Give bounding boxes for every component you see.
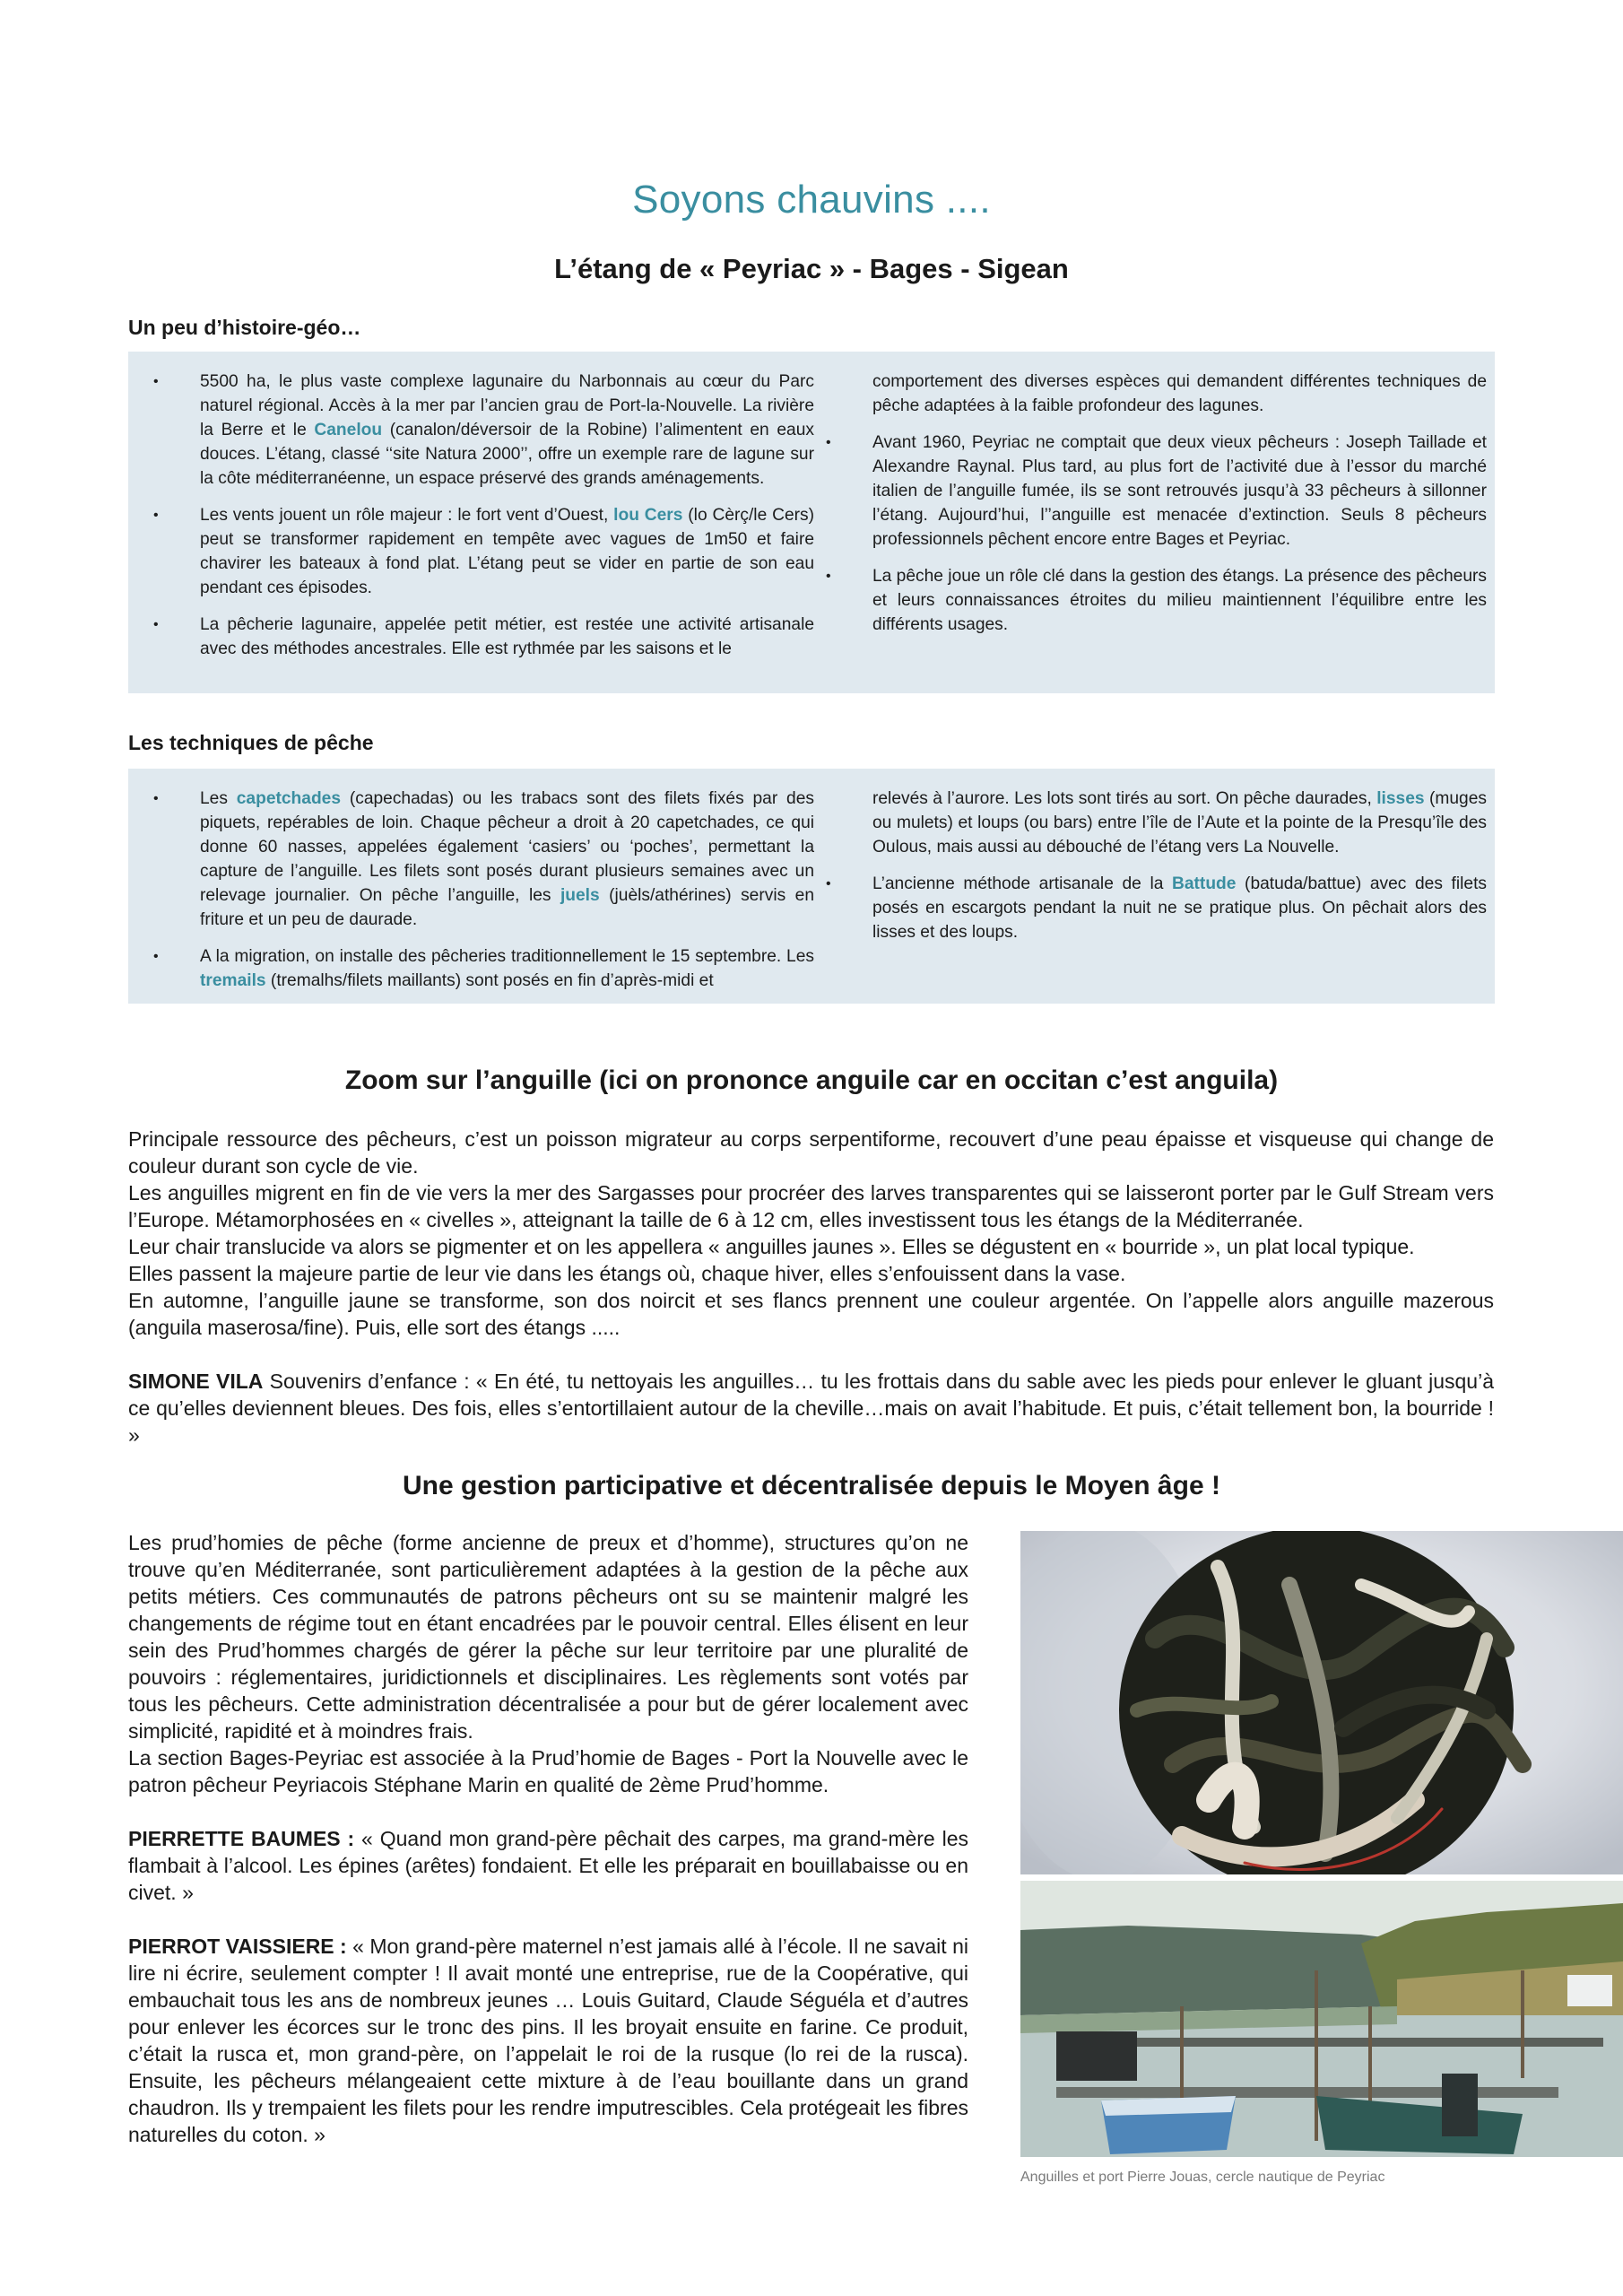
photo-port-pierre-jouas	[1020, 1881, 1623, 2157]
histoire-item-continuation: comportement des diverses espèces qui demandent différentes techniques de pêche adaptées à la faible profondeur des lagunes.	[872, 372, 1487, 415]
histoire-item: • Les vents jouent un rôle majeur : le fort vent d’Ouest, lou Cers (lo Cèrç/le Cers) peut se transformer rapidement en tempête avec vagues de 1m50 et faire chavirer les bateaux à fond plat. L’étang peut se vider en partie de son eau pendant ces épisodes.	[146, 503, 814, 600]
photo-eels-bucket	[1020, 1531, 1623, 1874]
term-lou-cers: lou Cers	[613, 506, 683, 525]
anguille-text	[128, 1126, 1494, 1448]
histoire-item: • La pêche joue un rôle clé dans la gestion des étangs. La présence des pêcheurs et leurs connaissances étroites du milieu maintiennent l’équilibre entre les différents usages.	[819, 564, 1487, 637]
technique-item: • Les capetchades (capechadas) ou les trabacs sont des filets fixés par des piquets, repérables de loin. Chaque pêcheur a droit à 20 capetchades, ce qui donne 60 nasses, appelées également ‘casiers’ ou ‘poches’, permettant la capture de l’anguille. Les filets sont posés durant plusieurs semaines avec un relevage journalier. On pêche l’anguille, les juels (juèls/athérines) servis en friture et un peu de daurade.	[146, 787, 814, 932]
technique-item: • A la migration, on installe des pêcheries traditionnellement le 15 septembre. Les tremails (tremalhs/filets maillants) sont posés en fin d’après-midi et	[146, 944, 814, 993]
anguille-paragraph: En automne, l’anguille jaune se transforme, son dos noircit et ses flancs prennent une couleur argentée. On l’appelle alors anguille mazerous (anguila maserosa/fine). Puis, elle sort des étangs .....	[128, 1289, 1494, 1339]
testimony-pierrette-baumes: PIERRETTE BAUMES : « Quand mon grand-père pêchait des carpes, ma grand-mère les flambait à l’alcool. Les épines (arêtes) fondaient. Et elle les préparait en bouillabaisse ou en civet. »	[128, 1827, 969, 1904]
histoire-heading: Un peu d’histoire-géo…	[128, 316, 361, 339]
gestion-text	[128, 1529, 968, 2148]
anguille-paragraph: Principale ressource des pêcheurs, c’est un poisson migrateur au corps serpentiforme, recouvert d’une peau épaisse et visqueuse qui change de couleur durant son cycle de vie.	[128, 1127, 1494, 1178]
testimony-speaker: PIERRETTE BAUMES :	[128, 1827, 355, 1850]
term-canelou: Canelou	[314, 421, 383, 439]
term-capetchades: capetchades	[236, 789, 342, 808]
page-subtitle: L’étang de « Peyriac » - Bages - Sigean	[554, 253, 1069, 284]
testimony-simone-vila: SIMONE VILA Souvenirs d’enfance : « En été, tu nettoyais les anguilles… tu les frottais dans du sable avec les pieds pour enlever le gluant jusqu’à ce qu’elles deviennent bleues. Des fois, elles s’entortillaient autour de la cheville…mais on avait l’habitude. Et puis, c’était tellement bon, la bourride ! »	[128, 1370, 1495, 1447]
page-title: Soyons chauvins ....	[632, 178, 991, 222]
photo-caption: Anguilles et port Pierre Jouas, cercle nautique de Peyriac	[1020, 2170, 1385, 2185]
term-juels: juels	[560, 886, 600, 905]
techniques-heading: Les techniques de pêche	[128, 731, 374, 754]
histoire-item: • Avant 1960, Peyriac ne comptait que deux vieux pêcheurs : Joseph Taillade et Alexandre Raynal. Plus tard, au plus fort de l’activité due à l’essor du marché italien de l’anguille fumée, ils se sont retrouvés jusqu’à 33 pêcheurs à sillonner l’étang. Aujourd’hui, l’’anguille est menacée d’extinction. Seuls 8 pêcheurs professionnels pêchent encore entre Bages et Peyriac.	[819, 430, 1487, 552]
technique-item: • L’ancienne méthode artisanale de la Battude (batuda/battue) avec des filets posés en escargots pendant la nuit ne se pratique plus. On pêchait alors des lisses et des loups.	[819, 872, 1487, 944]
techniques-left-column	[146, 787, 814, 1005]
testimony-speaker: PIERROT VAISSIERE :	[128, 1935, 347, 1958]
gestion-heading: Une gestion participative et décentralisée depuis le Moyen âge !	[403, 1471, 1220, 1500]
techniques-right-column	[819, 787, 1487, 957]
histoire-item: • 5500 ha, le plus vaste complexe lagunaire du Narbonnais au cœur du Parc naturel régional. Accès à la mer par l’ancien grau de Port-la-Nouvelle. La rivière la Berre et le Canelou (canalon/déversoir de la Robine) l’alimentent en eaux douces. L’étang, classé ‘‘site Natura 2000’’, offre un exemple rare de lagune sur la côte méditerranéenne, un espace préservé des grands aménagements.	[146, 370, 814, 491]
term-lisses: lisses	[1376, 789, 1425, 808]
gestion-paragraph: Les prud’homies de pêche (forme ancienne de preux et d’homme), structures qu’on ne trouve qu’en Méditerranée, sont particulièrement adaptées à la gestion de la pêche aux petits métiers. Ces communautés de patrons pêcheurs ont su se maintenir malgré les changements de régime tout en étant encadrées par le pouvoir central. Elles élisent en leur sein des Prud’hommes chargés de gérer la pêche sur leur territoire par une pluralité de pouvoirs : réglementaires, juridictionnels et disciplinaires. Les règlements sont votés par tous les pêcheurs. Cette administration décentralisée a pour but de gérer localement avec simplicité, rapidité et à moindres frais.	[128, 1531, 968, 1743]
histoire-box	[128, 352, 1495, 693]
techniques-box	[128, 769, 1495, 1004]
term-tremails: tremails	[200, 971, 266, 990]
testimony-speaker: SIMONE VILA	[128, 1370, 264, 1393]
gestion-paragraph: La section Bages-Peyriac est associée à la Prud’homie de Bages - Port la Nouvelle avec le patron pêcheur Peyriacois Stéphane Marin en qualité de 2ème Prud’homme.	[128, 1746, 968, 1796]
testimony-pierrot-vaissiere: PIERROT VAISSIERE : « Mon grand-père maternel n’est jamais allé à l’école. Il ne savait ni lire ni écrire, seulement compter ! Il avait monté une entreprise, rue de la Coopérative, qui embauchait tous les ans de nombreux jeunes … Louis Guitard, Claude Séguéla et d’autres pour enlever les écorces sur le tronc des pins. Il les broyait ensuite en farine. Ce produit, c’était la rusca et, mon grand-père, on l’appelait le roi de la rusque (lo rei de la rusca). Ensuite, les pêcheurs mélangeaient cette mixture à de l’eau bouillante dans un grand chaudron. Ils y trempaient les filets pour les rendre imputrescibles. Cela protégeait les fibres naturelles du coton. »	[128, 1935, 968, 2146]
term-battude: Battude	[1172, 874, 1237, 893]
histoire-right-column	[819, 370, 1487, 649]
anguille-paragraph: Elles passent la majeure partie de leur vie dans les étangs où, chaque hiver, elles s’enfouissent dans la vase.	[128, 1262, 1126, 1285]
anguille-paragraph: Les anguilles migrent en fin de vie vers la mer des Sargasses pour procréer des larves transparentes qui se laisseront porter par le Gulf Stream vers l’Europe. Métamorphosées en « civelles », atteignant la taille de 6 à 12 cm, elles investissent tous les étangs de la Méditerranée.	[128, 1181, 1494, 1231]
histoire-left-column	[146, 370, 814, 674]
technique-item-continuation: relevés à l’aurore. Les lots sont tirés au sort. On pêche daurades, lisses (muges ou mulets) et loups (ou bars) entre l’île de l’Aute et la pointe de la Presqu’île des Oulous, mais aussi au débouché de l’étang vers La Nouvelle.	[872, 789, 1487, 857]
anguille-heading: Zoom sur l’anguille (ici on prononce anguile car en occitan c’est anguila)	[344, 1065, 1279, 1095]
anguille-paragraph: Leur chair translucide va alors se pigmenter et on les appellera « anguilles jaunes ». Elles se dégustent en « bourride », un plat local typique.	[128, 1235, 1415, 1258]
histoire-item: • La pêcherie lagunaire, appelée petit métier, est restée une activité artisanale avec des méthodes ancestrales. Elle est rythmée par les saisons et le	[146, 613, 814, 661]
